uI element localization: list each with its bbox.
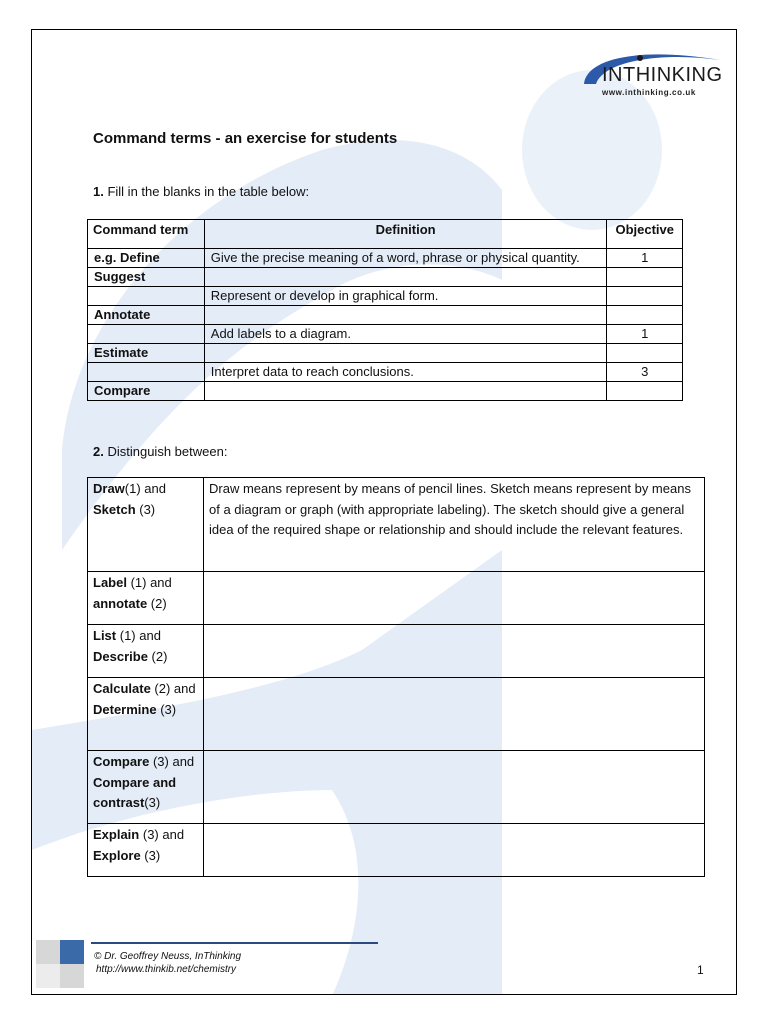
- cell-definition: Interpret data to reach conclusions.: [204, 363, 607, 382]
- table-row: [88, 249, 683, 268]
- footer-square-light: [60, 964, 84, 988]
- cell-definition[interactable]: [204, 382, 607, 401]
- term-a: Draw: [93, 481, 125, 496]
- cell-term[interactable]: [88, 325, 205, 344]
- cell-objective: 1: [607, 249, 683, 268]
- term-a-objective: (1) and: [126, 575, 172, 590]
- cell-definition: Give the precise meaning of a word, phrase or physical quantity.: [204, 249, 607, 268]
- cell-term-pair: [88, 478, 204, 572]
- footer-rule: [91, 942, 378, 944]
- logo-url-text: www.inthinking.co.uk: [602, 88, 696, 97]
- cell-term-pair: [88, 572, 204, 625]
- term-b: Determine: [93, 701, 157, 717]
- term-b: Compare and contrast: [93, 774, 177, 810]
- footer-square-dark: [60, 940, 84, 964]
- cell-objective: 3: [607, 363, 683, 382]
- term-a: Explain: [93, 827, 140, 842]
- question-2-text: Distinguish between:: [107, 444, 228, 459]
- table-row: [88, 678, 705, 751]
- term-b: Sketch: [93, 501, 136, 517]
- question-2-instruction: [93, 444, 227, 459]
- table-row: [88, 572, 705, 625]
- table-row: [88, 625, 705, 678]
- cell-objective[interactable]: [607, 344, 683, 363]
- footer-copyright: © Dr. Geoffrey Neuss, InThinking: [94, 951, 242, 962]
- cell-answer[interactable]: [204, 625, 705, 678]
- cell-objective[interactable]: [607, 287, 683, 306]
- footer-square-light: [36, 940, 60, 964]
- cell-definition[interactable]: [204, 306, 607, 325]
- term-b-objective: (2): [147, 648, 168, 664]
- cell-answer[interactable]: [204, 678, 705, 751]
- term-b-objective: (2): [147, 595, 167, 611]
- term-a: Label: [93, 575, 127, 590]
- term-a-objective: (3) and: [149, 754, 195, 769]
- page-title: Command terms - an exercise for students: [93, 130, 398, 147]
- header-objective: Objective: [607, 220, 683, 249]
- cell-term: e.g. Define: [88, 249, 205, 268]
- cell-definition[interactable]: [204, 268, 607, 287]
- term-a-objective: (2) and: [150, 681, 196, 696]
- cell-term-pair: [88, 678, 204, 751]
- term-a: Calculate: [93, 681, 151, 696]
- header-command-term: Command term: [88, 220, 205, 249]
- question-1-text: Fill in the blanks in the table below:: [107, 184, 310, 199]
- footer-url[interactable]: http://www.thinkib.net/chemistry: [96, 964, 237, 975]
- term-b-objective: (3): [135, 501, 156, 517]
- term-b: Explore: [93, 847, 141, 863]
- term-a: List: [93, 628, 117, 643]
- term-a-objective: (1) and: [124, 481, 166, 496]
- cell-definition[interactable]: [204, 344, 607, 363]
- page-number: 1: [697, 963, 704, 977]
- term-a: Compare: [93, 754, 150, 769]
- table-row: [88, 478, 705, 572]
- table-header-row: [88, 220, 683, 249]
- logo-brand-text: INTHINKING: [602, 64, 723, 86]
- term-a-objective: (1) and: [116, 628, 161, 643]
- cell-objective[interactable]: [607, 268, 683, 287]
- document-page: [31, 29, 737, 995]
- cell-term-pair: [88, 625, 204, 678]
- cell-answer[interactable]: [204, 751, 705, 824]
- table-row: [88, 363, 683, 382]
- table-row: [88, 306, 683, 325]
- table-row: [88, 382, 683, 401]
- term-b-objective: (3): [156, 701, 177, 717]
- question-1-number: 1.: [93, 184, 104, 199]
- cell-answer[interactable]: [204, 572, 705, 625]
- table-row: [88, 287, 683, 306]
- distinguish-table: [87, 477, 705, 877]
- cell-answer[interactable]: [204, 824, 705, 877]
- cell-term[interactable]: [88, 363, 205, 382]
- table-row: [88, 751, 705, 824]
- cell-definition: Add labels to a diagram.: [204, 325, 607, 344]
- cell-term: Compare: [88, 382, 205, 401]
- question-2-number: 2.: [93, 444, 104, 459]
- header-definition: Definition: [204, 220, 607, 249]
- inthinking-logo: [574, 40, 724, 106]
- cell-term-pair: [88, 824, 204, 877]
- term-b: annotate: [93, 595, 148, 611]
- cell-objective[interactable]: [607, 382, 683, 401]
- table-row: [88, 344, 683, 363]
- cell-objective[interactable]: [607, 306, 683, 325]
- table-row: [88, 824, 705, 877]
- cell-term: Suggest: [88, 268, 205, 287]
- cell-term: Annotate: [88, 306, 205, 325]
- term-b-objective: (3): [140, 847, 161, 863]
- table-row: [88, 325, 683, 344]
- footer-square-pale: [36, 964, 60, 988]
- table-row: [88, 268, 683, 287]
- cell-answer: Draw means represent by means of pencil lines. Sketch means represent by means of a diagram or graph (with appropriate labeling). The sketch should give a general idea of the required shape or relationship and should include the relevant features.: [204, 478, 705, 572]
- term-b-objective: (3): [144, 795, 161, 810]
- fill-in-table: [87, 219, 683, 401]
- cell-term: Estimate: [88, 344, 205, 363]
- cell-term-pair: [88, 751, 204, 824]
- cell-definition: Represent or develop in graphical form.: [204, 287, 607, 306]
- cell-objective: 1: [607, 325, 683, 344]
- question-1-instruction: [93, 184, 309, 199]
- term-b: Describe: [93, 648, 148, 664]
- cell-term[interactable]: [88, 287, 205, 306]
- term-a-objective: (3) and: [139, 827, 185, 842]
